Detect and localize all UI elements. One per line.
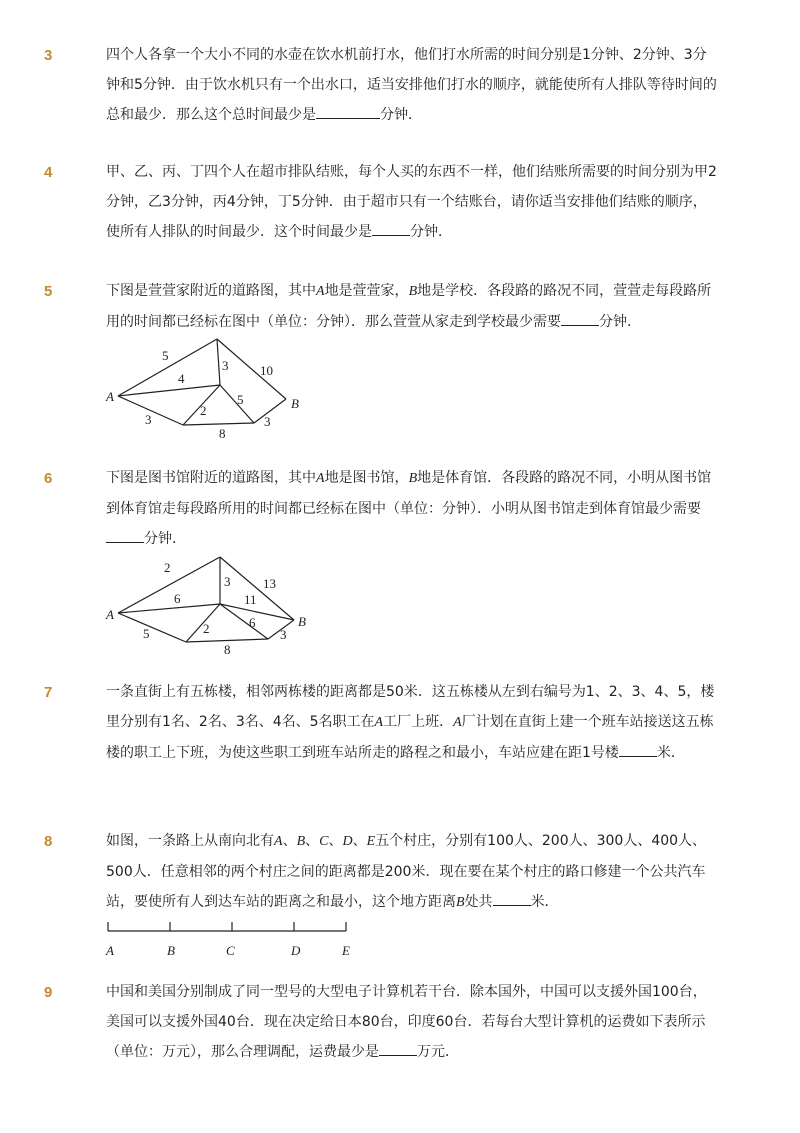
village-label-d: D	[291, 943, 301, 958]
edge-label: 3	[280, 627, 287, 642]
problem-text: 四个人各拿一个大小不同的水壶在饮水机前打水，他们打水所需的时间分别是1分钟、2分钟、3分钟和5分钟．由于饮水机只有一个出水口，适当安排他们打水的顺序，就能使所有人排队等待时间的总和最少．那么这个总时间最少是 分钟．	[106, 47, 717, 123]
answer-blank[interactable]	[379, 1039, 417, 1056]
edge-label: 6	[249, 615, 256, 630]
problem-number: 4	[44, 164, 53, 181]
problem-text: 中国和美国分别制成了同一型号的大型电子计算机若干台．除本国外，中国可以支援外国100台，美国可以支援外国40台．现在决定给日本80台，印度60台．若每台大型计算机的运费如下表所示（单位：万元），那么合理调配，运费最少是 万元．	[106, 984, 707, 1060]
edge-label: 5	[237, 392, 244, 407]
edge-label: 13	[263, 576, 276, 591]
edge-label: 3	[264, 414, 271, 429]
edge-label: 10	[260, 363, 273, 378]
problem-number: 6	[44, 470, 53, 487]
village-label-a: A	[106, 943, 114, 958]
edge-label: 3	[224, 574, 231, 589]
village-label-e: E	[342, 943, 350, 958]
edge-label: 4	[178, 371, 185, 386]
edge-label: 6	[174, 591, 181, 606]
point-a: A	[106, 389, 114, 404]
village-label-b: B	[167, 943, 175, 958]
problem-number: 7	[44, 684, 53, 701]
problem-text: 甲、乙、丙、丁四个人在超市排队结账，每个人买的东西不一样，他们结账所需要的时间分别为甲2分钟，乙3分钟，丙4分钟，丁5分钟．由于超市只有一个结账台，请你适当安排他们结账的顺序，使所有人排队的时间最少．这个时间最少是 分钟．	[106, 164, 717, 240]
edge-label: 2	[164, 560, 171, 575]
point-a: A	[106, 607, 114, 622]
edge-label: 2	[203, 621, 210, 636]
point-b: B	[298, 614, 306, 629]
edge-label: 3	[145, 412, 152, 427]
edge-label: 11	[244, 592, 257, 607]
problem-text: 下图是萱萱家附近的道路图，其中A地是萱萱家，B地是学校．各段路的路况不同，萱萱走每段路所用的时间都已经标在图中（单位：分钟）．那么萱萱从家走到学校最少需要 分钟.	[106, 283, 712, 330]
edge-label: 8	[219, 426, 226, 441]
edge-label: 8	[224, 642, 231, 657]
point-b: B	[291, 396, 299, 411]
problem-text: 如图，一条路上从南向北有A、B、C、D、E五个村庄，分别有100人、200人、300人、400人、500人．任意相邻的两个村庄之间的距离都是200米．现在要在某个村庄的路口修建一个公共汽车站，要使所有人到达车站的距离之和最小，这个地方距离B处共 米．	[106, 833, 707, 910]
edge-label: 5	[162, 348, 169, 363]
problem-text: 一条直街上有五栋楼，相邻两栋楼的距离都是50米．这五栋楼从左到右编号为1、2、3、4、5，楼里分别有1名、2名、3名、4名、5名职工在A工厂上班．A厂计划在直街上建一个班车站接送这五栋楼的职工上下班，为使这些职工到班车站所走的路程之和最小，车站应建在距1号楼 米．	[106, 684, 715, 761]
problem-number: 5	[44, 283, 53, 300]
edge-label: 3	[222, 358, 229, 373]
edge-label: 5	[143, 626, 150, 641]
problem-number: 9	[44, 984, 53, 1001]
problem-number: 3	[44, 47, 53, 64]
problem-text: 下图是图书馆附近的道路图，其中A地是图书馆，B地是体育馆．各段路的路况不同，小明从图书馆到体育馆走每段路所用的时间都已经标在图中（单位：分钟）．小明从图书馆走到体育馆最少需要分钟．	[106, 470, 712, 547]
problem-number: 8	[44, 833, 53, 850]
village-label-c: C	[226, 943, 235, 958]
edge-label: 2	[200, 403, 207, 418]
